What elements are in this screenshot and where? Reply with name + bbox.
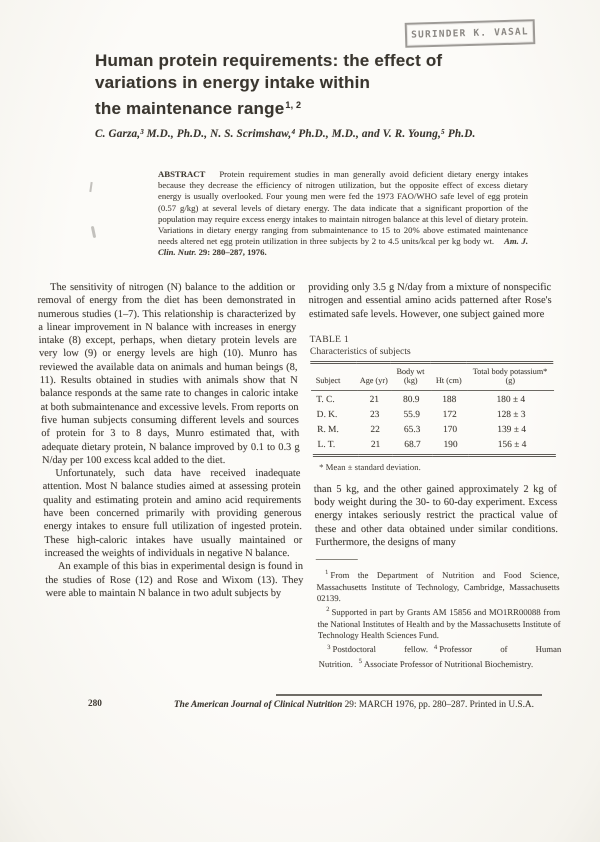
footnote-text: Associate Professor of Nutritional Biochemistry. xyxy=(363,658,534,669)
cell-ht: 188 xyxy=(442,394,457,405)
table-row xyxy=(312,422,555,437)
cell-ht: 170 xyxy=(442,424,458,435)
footnote-funding xyxy=(317,604,561,641)
cell-subject: R. M. xyxy=(317,424,339,435)
cell-potassium: 139 ± 4 xyxy=(497,424,527,435)
footnote-marker: 4 xyxy=(433,643,438,651)
title-footnote-marker: 1, 2 xyxy=(285,100,302,110)
col-ht: Ht (cm) xyxy=(430,362,467,390)
title-line-3-text: the maintenance range xyxy=(95,99,285,118)
journal-issue-info: 29: MARCH 1976, pp. 280–287. Printed in U.S.A. xyxy=(344,700,534,710)
ownership-stamp xyxy=(405,19,536,48)
abstract xyxy=(158,169,528,259)
cell-subject: L. T. xyxy=(317,439,336,450)
table-footnote: * Mean ± standard deviation. xyxy=(319,461,421,472)
col-body-wt: Body wt (kg) xyxy=(390,362,431,390)
footnote-text: Supported in part by Grants AM 15856 and MO1RR00088 from the National Institutes of Health and by the Massachusetts Institute of Technology Health Sciences Fund. xyxy=(317,607,561,641)
journal-name: The American Journal of Clinical Nutrition xyxy=(174,700,343,710)
footnote-text: From the Department of Nutrition and Food Science, Massachusetts Institute of Technology, Cambridge, Massachusetts 02139. xyxy=(316,570,560,604)
body-columns xyxy=(37,281,562,670)
cell-age: 22 xyxy=(370,424,380,435)
col-age: Age (yr) xyxy=(356,362,391,390)
table-label: TABLE 1 xyxy=(309,333,350,345)
footnote-marker: 3 xyxy=(327,643,331,651)
title-line-2: variations in energy intake within xyxy=(95,73,371,92)
col-potassium: Total body potassium* (g) xyxy=(466,362,554,390)
footnote-marker: 2 xyxy=(326,606,330,614)
subjects-table xyxy=(310,361,556,457)
cell-body-wt: 55.9 xyxy=(403,409,421,420)
table-row xyxy=(312,437,556,455)
right-column xyxy=(308,281,562,670)
cell-potassium: 180 ± 4 xyxy=(496,394,526,405)
page-number: 280 xyxy=(88,699,102,709)
footnote-roles xyxy=(318,642,562,671)
footnote-text: Professor of Human Nutrition. xyxy=(318,644,562,669)
subjects-table-body xyxy=(311,390,556,455)
left-column xyxy=(37,281,306,670)
authors-line: C. Garza,³ M.D., Ph.D., N. S. Scrimshaw,⁴ Ph.D., M.D., and V. R. Young,⁵ Ph.D. xyxy=(95,128,476,140)
scan-artifact xyxy=(89,182,92,192)
page-footer xyxy=(0,699,600,715)
footnote-text: Postdoctoral fellow. xyxy=(332,644,429,655)
paragraph-continuation-bottom: than 5 kg, and the other gained approximately 2 kg of body weight during the 30- to 60-day experiment. Excess energy intakes seriously restrict the practical value of these and other data obtained under similar conditions. Furthermore, the designs of many xyxy=(313,483,559,549)
cell-age: 23 xyxy=(369,409,380,420)
cell-ht: 190 xyxy=(443,439,458,450)
cell-body-wt: 80.9 xyxy=(402,394,420,405)
article-title xyxy=(95,50,505,120)
abstract-label: ABSTRACT xyxy=(158,169,206,179)
cell-subject: T. C. xyxy=(316,394,335,405)
abstract-citation-journal: Am. J. Clin. Nutr. xyxy=(158,236,528,258)
table-row xyxy=(312,407,555,422)
cell-ht: 172 xyxy=(442,409,457,420)
footnote-affiliation xyxy=(316,567,560,604)
cell-subject: D. K. xyxy=(316,409,338,420)
footnotes xyxy=(316,567,562,670)
journal-citation-line xyxy=(174,700,534,710)
title-line-3 xyxy=(95,94,505,120)
footer-rule xyxy=(276,694,542,696)
footnote-marker: 1 xyxy=(325,569,329,577)
cell-age: 21 xyxy=(369,394,380,405)
cell-potassium: 128 ± 3 xyxy=(496,409,526,420)
header-row xyxy=(310,362,554,390)
paragraph-continuation-top: providing only 3.5 g N/day from a mixture of nonspecific nitrogen and essential amino acids patterned after Rose's estimated safe levels. However, one subject gained more xyxy=(308,282,552,320)
cell-body-wt: 65.3 xyxy=(403,424,421,435)
paragraph-intro: The sensitivity of nitrogen (N) balance to the addition or removal of energy from the diet has been demonstrated in numerous studies (1–7). This relationship is characterized by a linear improvement in N balance with increases in energy intake (8) except, perhaps, when dietary protein levels are very low (9) or energy levels are high (10). Munro has reviewed the available data on animals and human beings (8, 11). Results obtained in studies with animals show that N balance responds at the same rate to changes in caloric intake at both submaintenance and excessive levels. From reports on five human subjects consuming different levels and sources of protein for 3 to 8 days, Munro estimated that, with adequate dietary protein, N balance improved by 0.1 to 0.3 g N/day per 100 excess kcal added to the diet. xyxy=(37,282,300,466)
scan-artifact xyxy=(91,226,96,238)
abstract-citation-rest: 29: 280–287, 1976. xyxy=(198,247,267,258)
table-1 xyxy=(309,334,556,472)
title-line-1: Human protein requirements: the effect of xyxy=(95,51,443,70)
paragraph-example: An example of this bias in experimental design is found in the studies of Rose (12) and Rose and Wixom (13). They were able to maintain N balance in two adult subjects by xyxy=(45,561,304,599)
col-subject: Subject xyxy=(310,362,357,390)
table-caption: Characteristics of subjects xyxy=(309,345,411,357)
cell-potassium: 156 ± 4 xyxy=(497,439,527,450)
footnote-divider xyxy=(316,559,358,560)
footnote-marker: 5 xyxy=(358,657,363,665)
table-row xyxy=(311,390,554,407)
subjects-table-header xyxy=(310,362,554,390)
abstract-text: Protein requirement studies in man generally avoid deficient dietary energy intakes because they decrease the efficiency of nitrogen utilization, but the opposite effect of excess dietary energy is usually overlooked. Four young men were fed the 1973 FAO/WHO safe level of egg protein (0.57 g/kg) at several levels of dietary energy. The data indicate that a significant proportion of the population may require excess energy intakes to maintain nitrogen balance at this level of dietary protein. Variations in dietary energy ranging from submaintenance to 15 to 20% above estimated maintenance needs altered net egg protein utilization in three subjects by 2 to 4.5 units/kcal per kg body wt. xyxy=(158,169,528,247)
cell-age: 21 xyxy=(370,439,381,450)
cell-body-wt: 68.7 xyxy=(404,439,421,450)
stamp-text: SURINDER K. VASAL xyxy=(411,26,529,41)
paragraph-unfortunately: Unfortunately, such data have received inadequate attention. Most N balance studies aimed at assessing protein quality and estimating protein and amino acid requirements have been concerned primarily with providing generous energy intakes to ensure full utilization of ingested protein. These high-caloric intakes have usually maintained or increased the weights of individuals in negative N balance. xyxy=(42,468,303,559)
